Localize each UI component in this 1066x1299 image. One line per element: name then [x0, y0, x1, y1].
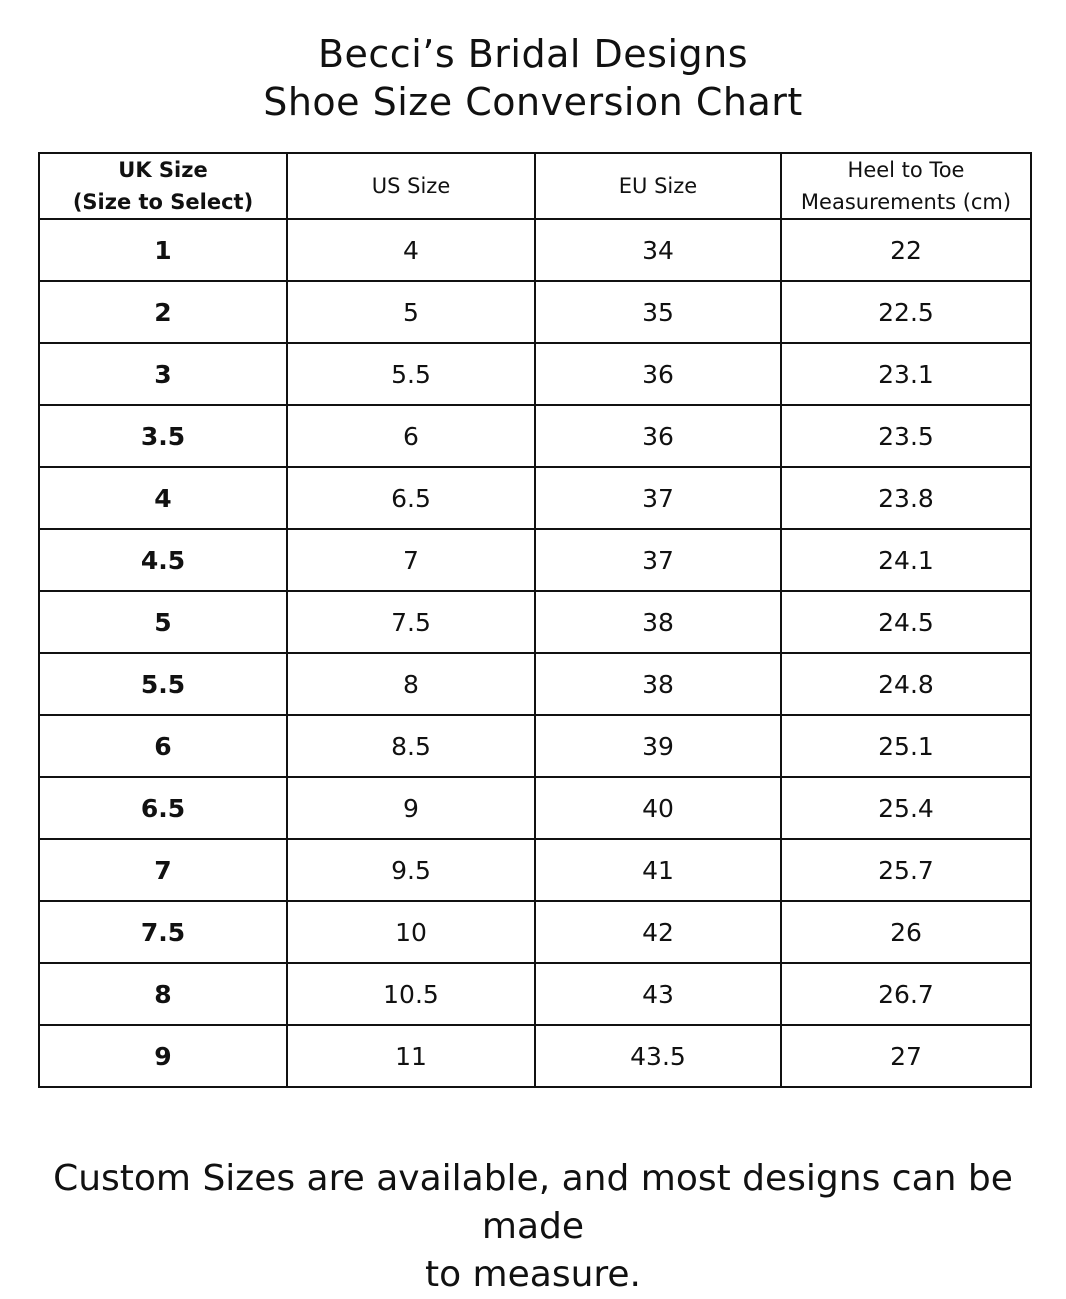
header-uk-size-line2: (Size to Select): [72, 190, 254, 214]
uk-size-cell: 3: [39, 343, 287, 405]
uk-size-cell: 1: [39, 219, 287, 281]
uk-size-cell: 2: [39, 281, 287, 343]
size-conversion-table: [38, 152, 1032, 1088]
table-row: [39, 529, 1031, 591]
eu-size-cell: 43.5: [535, 1025, 781, 1087]
us-size-cell: 5.5: [287, 343, 535, 405]
heel-to-toe-cell: 24.5: [781, 591, 1031, 653]
us-size-cell: 6.5: [287, 467, 535, 529]
header-uk-size-line1: UK Size: [118, 158, 208, 182]
table-row: [39, 1025, 1031, 1087]
header-eu-size: [535, 153, 781, 219]
us-size-cell: 11: [287, 1025, 535, 1087]
eu-size-cell: 36: [535, 343, 781, 405]
heel-to-toe-cell: 22: [781, 219, 1031, 281]
heel-to-toe-cell: 24.1: [781, 529, 1031, 591]
uk-size-cell: 6: [39, 715, 287, 777]
brand-title: Becci’s Bridal Designs: [317, 32, 749, 76]
us-size-cell: 8.5: [287, 715, 535, 777]
chart-title: Shoe Size Conversion Chart: [263, 80, 803, 124]
table-row: [39, 281, 1031, 343]
header-us-size: [287, 153, 535, 219]
eu-size-cell: 37: [535, 529, 781, 591]
eu-size-cell: 41: [535, 839, 781, 901]
eu-size-cell: 43: [535, 963, 781, 1025]
uk-size-cell: 7.5: [39, 901, 287, 963]
heel-to-toe-cell: 26: [781, 901, 1031, 963]
table-row: [39, 901, 1031, 963]
header-heel-to-toe-line1: Heel to Toe: [847, 158, 965, 182]
custom-sizes-note: [40, 1155, 1026, 1299]
uk-size-cell: 5.5: [39, 653, 287, 715]
heel-to-toe-cell: 26.7: [781, 963, 1031, 1025]
heel-to-toe-cell: 23.5: [781, 405, 1031, 467]
eu-size-cell: 37: [535, 467, 781, 529]
heel-to-toe-cell: 24.8: [781, 653, 1031, 715]
eu-size-cell: 38: [535, 591, 781, 653]
table-row: [39, 467, 1031, 529]
uk-size-cell: 9: [39, 1025, 287, 1087]
table-row: [39, 839, 1031, 901]
us-size-cell: 10.5: [287, 963, 535, 1025]
header-eu-size-label: EU Size: [618, 174, 698, 198]
eu-size-cell: 34: [535, 219, 781, 281]
us-size-cell: 10: [287, 901, 535, 963]
custom-sizes-note-line2: to measure.: [424, 1254, 642, 1295]
eu-size-cell: 40: [535, 777, 781, 839]
us-size-cell: 4: [287, 219, 535, 281]
table-row: [39, 405, 1031, 467]
us-size-cell: 7.5: [287, 591, 535, 653]
table-row: [39, 777, 1031, 839]
header-us-size-label: US Size: [371, 174, 451, 198]
uk-size-cell: 6.5: [39, 777, 287, 839]
us-size-cell: 9.5: [287, 839, 535, 901]
header-uk-size: [39, 153, 287, 219]
custom-sizes-note-line1: Custom Sizes are available, and most designs can be made: [53, 1158, 1013, 1247]
heel-to-toe-cell: 25.1: [781, 715, 1031, 777]
eu-size-cell: 36: [535, 405, 781, 467]
table-row: [39, 343, 1031, 405]
us-size-cell: 9: [287, 777, 535, 839]
us-size-cell: 8: [287, 653, 535, 715]
eu-size-cell: 38: [535, 653, 781, 715]
us-size-cell: 6: [287, 405, 535, 467]
heel-to-toe-cell: 25.7: [781, 839, 1031, 901]
uk-size-cell: 4: [39, 467, 287, 529]
heel-to-toe-cell: 23.1: [781, 343, 1031, 405]
table-row: [39, 963, 1031, 1025]
header-heel-to-toe-line2: Measurements (cm): [800, 190, 1012, 214]
page-title: [0, 30, 1066, 126]
table-row: [39, 653, 1031, 715]
table-row: [39, 591, 1031, 653]
us-size-cell: 5: [287, 281, 535, 343]
uk-size-cell: 7: [39, 839, 287, 901]
heel-to-toe-cell: 27: [781, 1025, 1031, 1087]
eu-size-cell: 35: [535, 281, 781, 343]
uk-size-cell: 4.5: [39, 529, 287, 591]
heel-to-toe-cell: 22.5: [781, 281, 1031, 343]
eu-size-cell: 42: [535, 901, 781, 963]
eu-size-cell: 39: [535, 715, 781, 777]
uk-size-cell: 8: [39, 963, 287, 1025]
table-row: [39, 219, 1031, 281]
table-row: [39, 715, 1031, 777]
us-size-cell: 7: [287, 529, 535, 591]
table-header-row: [39, 153, 1031, 219]
uk-size-cell: 5: [39, 591, 287, 653]
heel-to-toe-cell: 25.4: [781, 777, 1031, 839]
heel-to-toe-cell: 23.8: [781, 467, 1031, 529]
header-heel-to-toe: [781, 153, 1031, 219]
uk-size-cell: 3.5: [39, 405, 287, 467]
